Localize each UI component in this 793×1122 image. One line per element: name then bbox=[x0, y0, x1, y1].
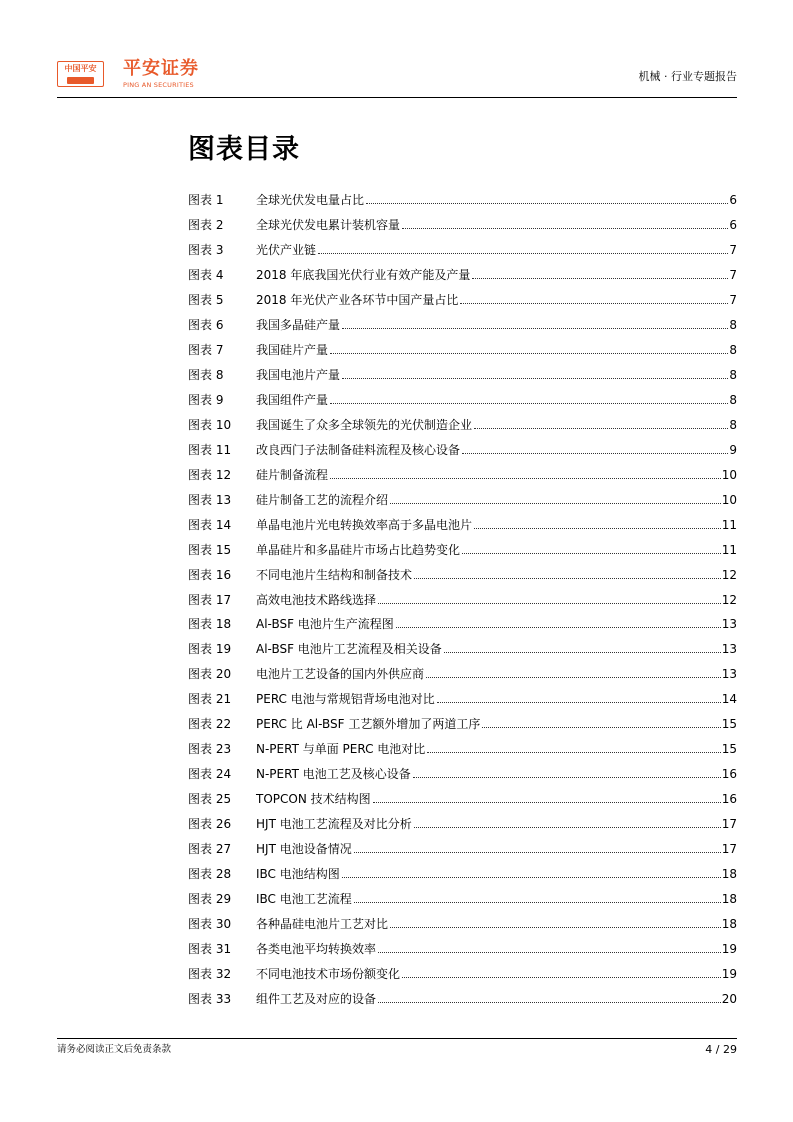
toc-entry-page: 8 bbox=[729, 342, 737, 357]
toc-entry-page: 6 bbox=[729, 217, 737, 232]
toc-entry-label: 全球光伏发电量占比 bbox=[256, 193, 365, 207]
toc-entry-page: 16 bbox=[721, 792, 737, 807]
toc-entry-number: 图表 30 bbox=[188, 917, 232, 932]
toc-dot-leader bbox=[330, 342, 728, 354]
toc-entry-label: 高效电池技术路线选择 bbox=[256, 592, 377, 607]
toc-entry-page: 13 bbox=[721, 617, 737, 632]
toc-entry-label: 电池片工艺设备的国内外供应商 bbox=[256, 667, 425, 682]
toc-dot-leader bbox=[390, 492, 721, 504]
toc-dot-leader bbox=[396, 616, 721, 628]
toc-entry[interactable] bbox=[188, 488, 737, 513]
toc-entry-number: 图表 8 bbox=[188, 367, 224, 382]
toc-entry-page: 13 bbox=[721, 667, 737, 682]
toc-entry-body bbox=[256, 737, 737, 761]
toc-entry-label: 硅片制备流程 bbox=[256, 467, 329, 482]
toc-entry-page: 6 bbox=[729, 193, 737, 207]
toc-entry-body bbox=[256, 438, 737, 462]
toc-entry-number: 图表 4 bbox=[188, 267, 224, 282]
toc-dot-leader bbox=[474, 517, 721, 529]
toc-entry[interactable] bbox=[188, 937, 737, 962]
page-number: 4 / 29 bbox=[705, 1043, 737, 1056]
toc-entry-label: 各类电池平均转换效率 bbox=[256, 942, 377, 957]
toc-entry-number: 图表 13 bbox=[188, 492, 232, 507]
toc-entry-number: 图表 16 bbox=[188, 567, 232, 582]
brand-name-english: PING AN SECURITIES bbox=[123, 81, 194, 89]
toc-entry-number: 图表 20 bbox=[188, 667, 232, 682]
toc-entry-page: 9 bbox=[729, 442, 737, 457]
toc-entry-page: 17 bbox=[721, 817, 737, 832]
toc-entry-page: 15 bbox=[721, 717, 737, 732]
toc-dot-leader bbox=[378, 592, 721, 604]
toc-entry-label: IBC 电池结构图 bbox=[256, 867, 340, 882]
toc-entry[interactable] bbox=[188, 762, 737, 787]
toc-entry-number: 图表 22 bbox=[188, 717, 232, 732]
toc-entry[interactable] bbox=[188, 313, 737, 338]
toc-entry-number: 图表 7 bbox=[188, 342, 224, 357]
toc-entry-label: 各种晶硅电池片工艺对比 bbox=[256, 917, 389, 932]
toc-entry[interactable] bbox=[188, 463, 737, 488]
toc-dot-leader bbox=[414, 816, 721, 828]
toc-entry-number: 图表 3 bbox=[188, 242, 224, 257]
toc-dot-leader bbox=[426, 666, 721, 678]
toc-entry-number: 图表 9 bbox=[188, 392, 224, 407]
toc-entry-body bbox=[256, 687, 737, 711]
toc-entry[interactable] bbox=[188, 887, 737, 912]
toc-entry-label: N-PERT 与单面 PERC 电池对比 bbox=[256, 742, 426, 757]
toc-entry-body bbox=[256, 962, 737, 986]
toc-entry-body bbox=[256, 837, 737, 861]
toc-dot-leader bbox=[330, 392, 728, 404]
footer-disclaimer: 请务必阅读正文后免责条款 bbox=[57, 1044, 172, 1055]
toc-entry-page: 7 bbox=[729, 292, 737, 307]
toc-entry-body bbox=[256, 488, 737, 512]
toc-entry-label: 不同电池片生结构和制备技术 bbox=[256, 567, 413, 582]
toc-entry-label: 我国诞生了众多全球领先的光伏制造企业 bbox=[256, 417, 473, 432]
toc-dot-leader bbox=[414, 567, 721, 579]
toc-dot-leader bbox=[342, 367, 728, 379]
toc-entry-page: 8 bbox=[729, 392, 737, 407]
toc-entry-page: 7 bbox=[729, 267, 737, 282]
toc-entry-label: 组件工艺及对应的设备 bbox=[256, 992, 377, 1006]
toc-dot-leader bbox=[460, 292, 728, 304]
toc-entry-label: 2018 年底我国光伏行业有效产能及产量 bbox=[256, 267, 471, 282]
toc-entry-page: 20 bbox=[721, 992, 737, 1006]
toc-entry-page: 10 bbox=[721, 467, 737, 482]
brand-name: 平安证券 bbox=[123, 58, 199, 79]
page-header bbox=[57, 58, 737, 100]
toc-entry[interactable] bbox=[188, 588, 737, 613]
toc-entry[interactable] bbox=[188, 213, 737, 238]
toc-entry-number: 图表 19 bbox=[188, 642, 232, 657]
toc-entry-label: 单晶硅片和多晶硅片市场占比趋势变化 bbox=[256, 542, 461, 557]
toc-entry[interactable] bbox=[188, 238, 737, 263]
toc-entry-number: 图表 33 bbox=[188, 992, 232, 1006]
toc-entry-label: 我国多晶硅产量 bbox=[256, 317, 341, 332]
logo-text: 中国平安 bbox=[64, 64, 97, 73]
toc-entry-label: TOPCON 技术结构图 bbox=[256, 792, 371, 807]
toc-entry-body bbox=[256, 637, 737, 661]
toc-entry-page: 14 bbox=[721, 692, 737, 707]
footer-divider bbox=[57, 1038, 737, 1039]
toc-entry-label: IBC 电池工艺流程 bbox=[256, 892, 352, 907]
toc-entry[interactable] bbox=[188, 538, 737, 563]
toc-entry-label: Al-BSF 电池片工艺流程及相关设备 bbox=[256, 642, 442, 657]
toc-entry-number: 图表 10 bbox=[188, 417, 232, 432]
toc-entry-number: 图表 26 bbox=[188, 817, 232, 832]
toc-entry-number: 图表 15 bbox=[188, 542, 232, 557]
toc-entry[interactable] bbox=[188, 288, 737, 313]
toc-entry[interactable] bbox=[188, 737, 737, 762]
toc-entry-body bbox=[256, 288, 737, 312]
toc-entry-label: PERC 比 Al-BSF 工艺额外增加了两道工序 bbox=[256, 717, 481, 732]
toc-dot-leader bbox=[462, 542, 721, 554]
toc-entry-page: 15 bbox=[721, 742, 737, 757]
toc-dot-leader bbox=[354, 841, 721, 853]
toc-entry[interactable] bbox=[188, 987, 737, 1012]
toc-entry[interactable] bbox=[188, 862, 737, 887]
toc-entry-body bbox=[256, 513, 737, 537]
toc-entry-page: 8 bbox=[729, 417, 737, 432]
toc-entry-label: HJT 电池设备情况 bbox=[256, 842, 352, 857]
toc-entry-body bbox=[256, 662, 737, 686]
toc-entry-label: 我国电池片产量 bbox=[256, 367, 341, 382]
toc-entry-body bbox=[256, 787, 737, 811]
toc-entry-page: 16 bbox=[721, 767, 737, 782]
toc-entry-label: 单晶电池片光电转换效率高于多晶电池片 bbox=[256, 517, 473, 532]
toc-entry-label: 全球光伏发电累计装机容量 bbox=[256, 217, 401, 232]
toc-entry-label: PERC 电池与常规铝背场电池对比 bbox=[256, 692, 435, 707]
toc-entry-number: 图表 11 bbox=[188, 442, 232, 457]
toc-entry[interactable] bbox=[188, 263, 737, 288]
toc-entry-label: 2018 年光伏产业各环节中国产量占比 bbox=[256, 292, 459, 307]
header-divider bbox=[57, 97, 737, 98]
toc-dot-leader bbox=[437, 691, 721, 703]
toc-entry-page: 8 bbox=[729, 367, 737, 382]
toc-entry[interactable] bbox=[188, 363, 737, 388]
toc-list bbox=[188, 188, 737, 1012]
toc-entry-body bbox=[256, 712, 737, 736]
toc-entry-label: 光伏产业链 bbox=[256, 242, 317, 257]
toc-entry-number: 图表 12 bbox=[188, 467, 232, 482]
toc-entry-page: 8 bbox=[729, 317, 737, 332]
toc-entry-body bbox=[256, 912, 737, 936]
toc-entry-number: 图表 6 bbox=[188, 317, 224, 332]
toc-dot-leader bbox=[378, 941, 721, 953]
toc-entry-body bbox=[256, 388, 737, 412]
toc-entry-body bbox=[256, 313, 737, 337]
toc-dot-leader bbox=[482, 716, 720, 728]
toc-entry-body bbox=[256, 238, 737, 262]
toc-entry-body bbox=[256, 363, 737, 387]
toc-entry-page: 18 bbox=[721, 892, 737, 907]
toc-entry-number: 图表 32 bbox=[188, 967, 232, 982]
toc-dot-leader bbox=[342, 866, 721, 878]
toc-entry-body bbox=[256, 413, 737, 437]
toc-entry-number: 图表 28 bbox=[188, 867, 232, 882]
toc-entry-page: 7 bbox=[729, 242, 737, 257]
toc-entry-number: 图表 31 bbox=[188, 942, 232, 957]
toc-dot-leader bbox=[318, 242, 728, 254]
toc-entry-number: 图表 29 bbox=[188, 892, 232, 907]
toc-entry[interactable] bbox=[188, 687, 737, 712]
toc-entry-number: 图表 24 bbox=[188, 767, 232, 782]
toc-entry-label: 我国硅片产量 bbox=[256, 342, 329, 357]
toc-entry-body bbox=[256, 862, 737, 886]
toc-entry-body bbox=[256, 612, 737, 636]
toc-title: 图表目录 bbox=[188, 134, 300, 165]
toc-entry[interactable] bbox=[188, 837, 737, 862]
toc-entry[interactable] bbox=[188, 962, 737, 987]
toc-entry-body bbox=[256, 213, 737, 237]
toc-entry-label: 硅片制备工艺的流程介绍 bbox=[256, 492, 389, 507]
toc-entry[interactable] bbox=[188, 912, 737, 937]
toc-entry-page: 17 bbox=[721, 842, 737, 857]
toc-entry-label: 改良西门子法制备硅料流程及核心设备 bbox=[256, 442, 461, 457]
toc-entry-page: 12 bbox=[721, 567, 737, 582]
toc-entry-body bbox=[256, 563, 737, 587]
toc-dot-leader bbox=[444, 641, 721, 653]
toc-entry-body bbox=[256, 188, 737, 212]
toc-entry-number: 图表 25 bbox=[188, 792, 232, 807]
toc-entry[interactable] bbox=[188, 612, 737, 637]
toc-entry[interactable] bbox=[188, 812, 737, 837]
toc-entry-page: 12 bbox=[721, 592, 737, 607]
toc-entry-page: 18 bbox=[721, 917, 737, 932]
toc-entry[interactable] bbox=[188, 188, 737, 213]
toc-entry-number: 图表 18 bbox=[188, 617, 232, 632]
toc-entry[interactable] bbox=[188, 787, 737, 812]
toc-dot-leader bbox=[474, 417, 728, 429]
toc-dot-leader bbox=[366, 192, 728, 204]
toc-entry[interactable] bbox=[188, 637, 737, 662]
toc-entry-page: 11 bbox=[721, 517, 737, 532]
toc-dot-leader bbox=[462, 442, 728, 454]
logo-bar-icon bbox=[67, 77, 94, 84]
toc-entry[interactable] bbox=[188, 563, 737, 588]
toc-entry-body bbox=[256, 937, 737, 961]
toc-dot-leader bbox=[354, 891, 721, 903]
toc-dot-leader bbox=[402, 217, 728, 229]
toc-entry-page: 18 bbox=[721, 867, 737, 882]
toc-entry-label: Al-BSF 电池片生产流程图 bbox=[256, 617, 394, 632]
toc-entry-label: 我国组件产量 bbox=[256, 392, 329, 407]
toc-entry[interactable] bbox=[188, 413, 737, 438]
toc-dot-leader bbox=[402, 966, 721, 978]
toc-entry-page: 19 bbox=[721, 942, 737, 957]
toc-entry-page: 11 bbox=[721, 542, 737, 557]
toc-dot-leader bbox=[427, 741, 720, 753]
toc-entry-body bbox=[256, 812, 737, 836]
toc-entry[interactable] bbox=[188, 388, 737, 413]
toc-dot-leader bbox=[413, 766, 721, 778]
toc-entry-number: 图表 23 bbox=[188, 742, 232, 757]
toc-dot-leader bbox=[390, 916, 721, 928]
toc-entry-body bbox=[256, 263, 737, 287]
toc-entry-label: N-PERT 电池工艺及核心设备 bbox=[256, 767, 411, 782]
toc-entry-number: 图表 27 bbox=[188, 842, 232, 857]
toc-entry-number: 图表 21 bbox=[188, 692, 232, 707]
toc-entry-number: 图表 2 bbox=[188, 217, 224, 232]
toc-entry-page: 13 bbox=[721, 642, 737, 657]
toc-entry-body bbox=[256, 338, 737, 362]
toc-entry-page: 19 bbox=[721, 967, 737, 982]
toc-entry-page: 10 bbox=[721, 492, 737, 507]
toc-entry-body bbox=[256, 538, 737, 562]
report-type: 机械 · 行业专题报告 bbox=[638, 70, 737, 83]
toc-entry[interactable] bbox=[188, 712, 737, 737]
toc-entry-number: 图表 5 bbox=[188, 292, 224, 307]
toc-entry[interactable] bbox=[188, 662, 737, 687]
toc-dot-leader bbox=[472, 267, 728, 279]
toc-entry[interactable] bbox=[188, 438, 737, 463]
toc-dot-leader bbox=[330, 467, 721, 479]
toc-entry-label: HJT 电池工艺流程及对比分析 bbox=[256, 817, 412, 832]
toc-entry-number: 图表 1 bbox=[188, 193, 224, 207]
toc-dot-leader bbox=[342, 317, 728, 329]
ping-an-logo bbox=[57, 61, 104, 87]
toc-entry-body bbox=[256, 463, 737, 487]
toc-entry-body bbox=[256, 887, 737, 911]
toc-entry-body bbox=[256, 987, 737, 1011]
toc-entry-number: 图表 17 bbox=[188, 592, 232, 607]
toc-dot-leader bbox=[373, 791, 721, 803]
toc-dot-leader bbox=[378, 991, 721, 1003]
toc-entry[interactable] bbox=[188, 338, 737, 363]
toc-entry-body bbox=[256, 588, 737, 612]
toc-entry-body bbox=[256, 762, 737, 786]
toc-entry-number: 图表 14 bbox=[188, 517, 232, 532]
toc-entry[interactable] bbox=[188, 513, 737, 538]
toc-entry-label: 不同电池技术市场份额变化 bbox=[256, 967, 401, 982]
